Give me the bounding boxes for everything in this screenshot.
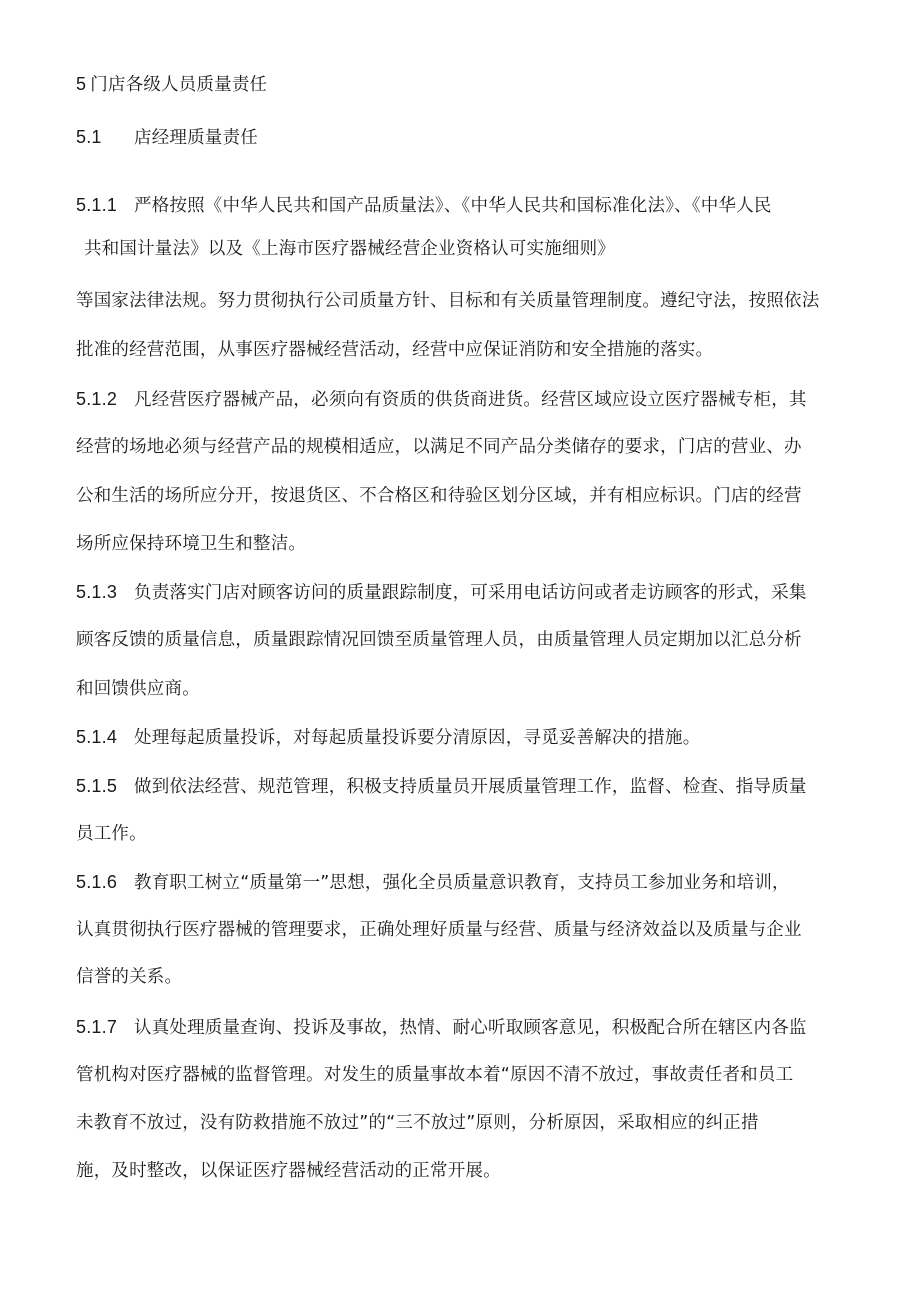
clause-5-1-3-line-1 <box>76 581 807 604</box>
clause-number: 5.1.7 <box>76 1017 118 1037</box>
clause-5-1-2-line-2: 经营的场地必须与经营产品的规模相适应，以满足不同产品分类储存的要求，门店的营业、办 <box>76 437 802 457</box>
clause-text: 负责落实门店对顾客访问的质量跟踪制度，可采用电话访问或者走访顾客的形式，采集 <box>134 583 807 603</box>
clause-text: 做到依法经营、规范管理，积极支持质量员开展质量管理工作，监督、检查、指导质量 <box>134 777 807 797</box>
section-number: 5 <box>76 74 87 94</box>
section-heading <box>76 73 267 96</box>
subsection-heading <box>76 126 258 149</box>
clause-5-1-2-line-1 <box>76 388 807 411</box>
clause-number: 5.1.6 <box>76 872 118 892</box>
subsection-title: 店经理质量责任 <box>134 128 258 148</box>
clause-number: 5.1.1 <box>76 195 118 215</box>
clause-5-1-2-line-3: 公和生活的场所应分开，按退货区、不合格区和待验区划分区域，并有相应标识。门店的经营 <box>76 486 802 506</box>
clause-text: 认真处理质量查询、投诉及事故，热情、耐心听取顾客意见，积极配合所在辖区内各监 <box>134 1018 807 1038</box>
clause-text: 严格按照《中华人民共和国产品质量法》、《中华人民共和国标准化法》、《中华人民 <box>134 196 772 216</box>
clause-number: 5.1.2 <box>76 389 118 409</box>
clause-5-1-1-line-3: 等国家法律法规。努力贯彻执行公司质量方针、目标和有关质量管理制度。遵纪守法，按照依法 <box>76 291 820 311</box>
clause-5-1-7-line-1 <box>76 1016 807 1039</box>
clause-5-1-7-line-3: 未教育不放过，没有防救措施不放过”的“三不放过”原则，分析原因，采取相应的纠正措 <box>76 1113 759 1133</box>
clause-5-1-1-line-2: 共和国计量法》以及《上海市医疗器械经营企业资格认可实施细则》 <box>84 239 615 259</box>
clause-text: 凡经营医疗器械产品，必须向有资质的供货商进货。经营区域应设立医疗器械专柜，其 <box>134 390 807 410</box>
clause-5-1-7-line-4: 施，及时整改，以保证医疗器械经营活动的正常开展。 <box>76 1161 501 1181</box>
clause-5-1-3-line-2: 顾客反馈的质量信息，质量跟踪情况回馈至质量管理人员，由质量管理人员定期加以汇总分析 <box>76 630 802 650</box>
clause-number: 5.1.3 <box>76 582 118 602</box>
clause-5-1-7-line-2: 管机构对医疗器械的监督管理。对发生的质量事故本着“原因不清不放过，事故责任者和员工 <box>76 1065 794 1085</box>
clause-5-1-1-line-1 <box>76 194 772 217</box>
clause-text: 教育职工树立“质量第一”思想，强化全员质量意识教育，支持员工参加业务和培训， <box>134 873 790 893</box>
clause-5-1-6-line-2: 认真贯彻执行医疗器械的管理要求，正确处理好质量与经营、质量与经济效益以及质量与企业 <box>76 920 802 940</box>
clause-5-1-6-line-1 <box>76 871 790 894</box>
clause-5-1-6-line-3: 信誉的关系。 <box>76 967 183 987</box>
section-title: 门店各级人员质量责任 <box>90 75 268 95</box>
clause-5-1-5-line-2: 员工作。 <box>76 824 147 844</box>
clause-number: 5.1.4 <box>76 727 118 747</box>
clause-5-1-3-line-3: 和回馈供应商。 <box>76 679 200 699</box>
clause-text: 处理每起质量投诉，对每起质量投诉要分清原因，寻觅妥善解决的措施。 <box>134 728 701 748</box>
subsection-number: 5.1 <box>76 127 102 147</box>
clause-5-1-2-line-4: 场所应保持环境卫生和整洁。 <box>76 534 307 554</box>
clause-number: 5.1.5 <box>76 776 118 796</box>
clause-5-1-4-line-1 <box>76 726 700 749</box>
clause-5-1-5-line-1 <box>76 775 807 798</box>
clause-5-1-1-line-4: 批准的经营范围，从事医疗器械经营活动，经营中应保证消防和安全措施的落实。 <box>76 340 714 360</box>
